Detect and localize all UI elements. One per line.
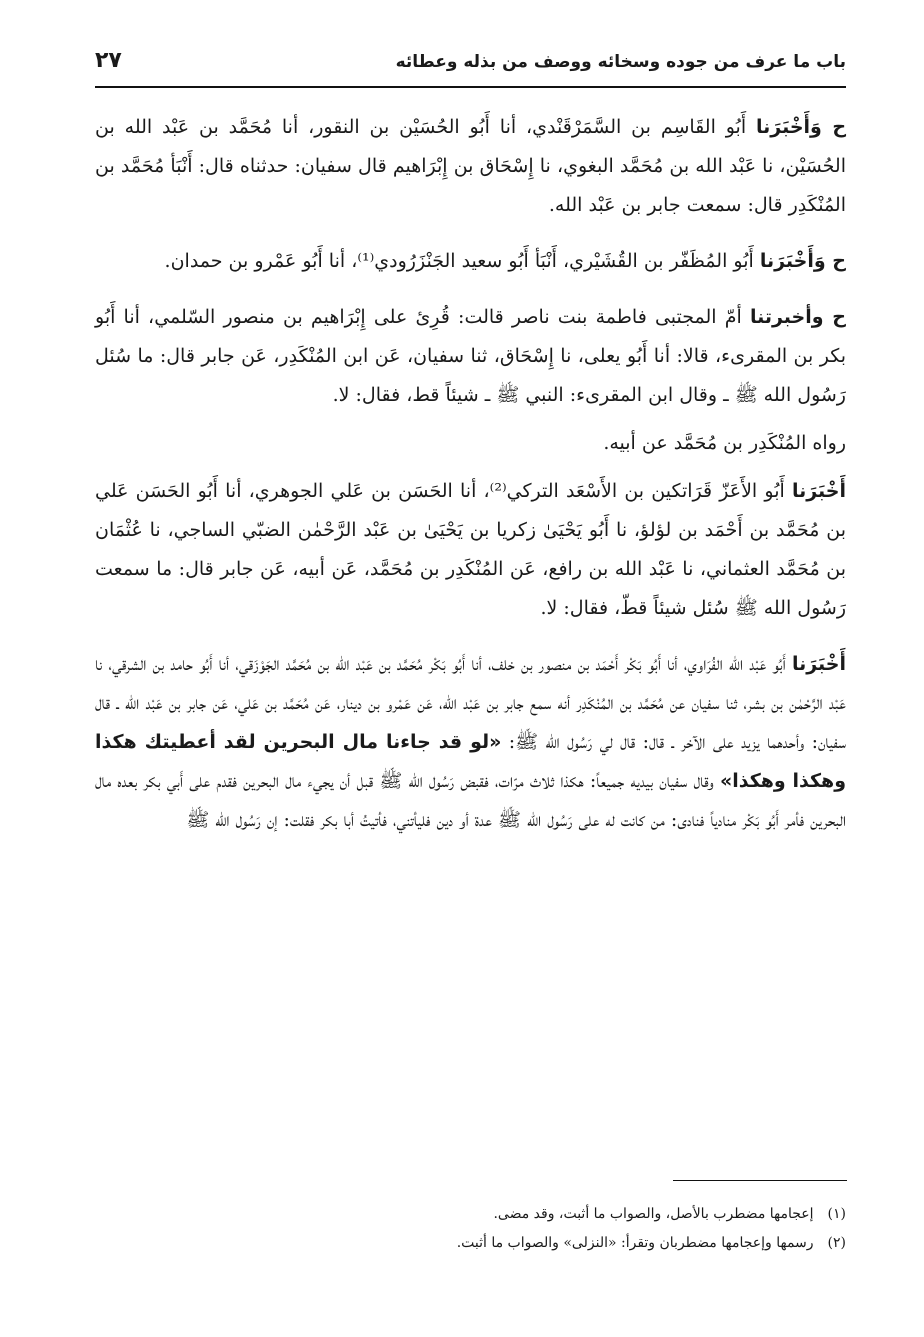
chain-lead: ح وَأَخْبَرَنا <box>756 116 847 138</box>
note-text: رواه المُنْكَدِر بن مُحَمَّد عن أبيه. <box>603 432 846 454</box>
footnote-text: رسمها وإعجامها مضطربان وتقرأ: «النزلى» والصواب ما أثبت. <box>456 1235 814 1251</box>
narration-note <box>95 424 846 463</box>
hadith-chain-3 <box>95 298 846 415</box>
footnote-number: (٢) <box>827 1235 846 1251</box>
chain-lead: ح وَأَخْبَرَنا <box>759 250 846 272</box>
chain-text: أَبُو القَاسِم بن السَّمَرْقَنْدي، أنا أَبُو الحُسَيْن بن النقور، أنا مُحَمَّد بن عَبْد الله بن الحُسَيْن، نا عَبْد الله بن مُحَمَّد البغوي، نا إِسْحَاق بن إِبْرَاهيم قال سفيان: حدثناه قال: أَنْبَأ مُحَمَّد بن المُنْكَدِر قال: سمعت جابر بن عَبْد الله. <box>95 116 846 216</box>
footnote-number: (١) <box>827 1206 846 1222</box>
chain-text: أَبُو المُظَفّر بن القُشَيْري، أَنْبَأ أَبُو سعيد الجَنْزَرُودي⁽¹⁾، أنا أَبُو عَمْرو بن حمدان. <box>164 250 760 272</box>
hadith-chain-4 <box>95 472 846 628</box>
hadith-chain-2 <box>95 242 846 281</box>
prophetic-quote: «لو قد جاءنا مال البحرين لقد أعطيتك هكذا وهكذا وهكذا» <box>95 731 846 792</box>
chain-lead: أَخْبَرَنا <box>791 480 847 502</box>
chain-lead: أَخْبَرَنا <box>791 653 846 675</box>
page-header <box>95 44 846 88</box>
chain-text: أمّ المجتبى فاطمة بنت ناصر قالت: قُرِئ على إِبْرَاهيم بن منصور السّلمي، أنا أَبُو بكر بن المقرىء، قالا: أنا أَبُو يعلى، نا إِسْحَاق، ثنا سفيان، عَن ابن المُنْكَدِر، عَن جابر قال: ما سُئل رَسُول الله ﷺ ـ وقال ابن المقرىء: النبي ﷺ ـ شيئاً قط، فقال: لا. <box>95 306 846 406</box>
page-number: ٢٧ <box>95 48 122 73</box>
chain-text-continued: وقال سفيان بيديه جميعاً: هكذا ثلاث مرّات، فقبض رَسُول الله ﷺ قبل أن يجيء مال البحرين فقدم على أَبي بكر بعده مال البحرين فأمر أَبُو بَكْر منادياً فنادى: من كانت له على رَسُول الله ﷺ عدة أو دين فليأتني، فأتيتُ أبا بكر فقلت: إن رَسُول الله ﷺ <box>95 770 846 831</box>
footnote-text: إعجامها مضطرب بالأصل، والصواب ما أثبت، وقد مضى. <box>493 1206 814 1222</box>
chain-lead: ح وأخبرتنا <box>749 306 846 328</box>
footnotes <box>95 1200 846 1258</box>
footnote-separator <box>673 1180 847 1181</box>
chain-text: أَبُو الأَعَزّ قَرَاتكين بن الأَسْعَد التركي⁽²⁾، أنا الحَسَن بن عَلي الجوهري، أنا أَبُو الحَسَن عَلي بن مُحَمَّد بن أَحْمَد بن لؤلؤ، نا أَبُو يَحْيَىٰ زكريا بن يَحْيَىٰ بن عَبْد الرَّحْمٰن الضبّي الساجي، نا عُثْمَان بن مُحَمَّد العثماني، نا عَبْد الله بن رافع، عَن المُنْكَدِر بن مُحَمَّد، عَن أبيه، عَن جابر قال: ما سمعت رَسُول الله ﷺ سُئل شيئاً قطّ، فقال: لا. <box>95 480 846 619</box>
hadith-chain-5 <box>95 645 846 840</box>
footnote <box>95 1229 846 1258</box>
running-title: باب ما عرف من جوده وسخائه ووصف من بذله وعطائه <box>395 52 846 72</box>
main-text <box>95 108 846 857</box>
chain-text: أَبُو عَبْد الله الفُرَاوي، أنا أَبُو بَكْر أَحْمَد بن منصور بن خلف، أنا أَبُو بَكْر مُحَمَّد بن عَبْد الله بن مُحَمَّد الجَوْزَقي، أنا أَبُو حامد بن الشرقي، نا عَبْد الرَّحْمٰن بن بشر، ثنا سفيان عن مُحَمَّد بن المُنْكَدِر أنه سمع جابر بن عَبْد الله، عَن عَمْرو بن دينار، عَن مُحَمَّد بن عَلي، عَن جابر بن عَبْد الله ـ قال سفيان: وأحدهما يزيد على الآخر ـ قال: قال لي رَسُول الله ﷺ: <box>95 653 847 753</box>
hadith-chain-1 <box>95 108 846 225</box>
footnote <box>95 1200 846 1229</box>
